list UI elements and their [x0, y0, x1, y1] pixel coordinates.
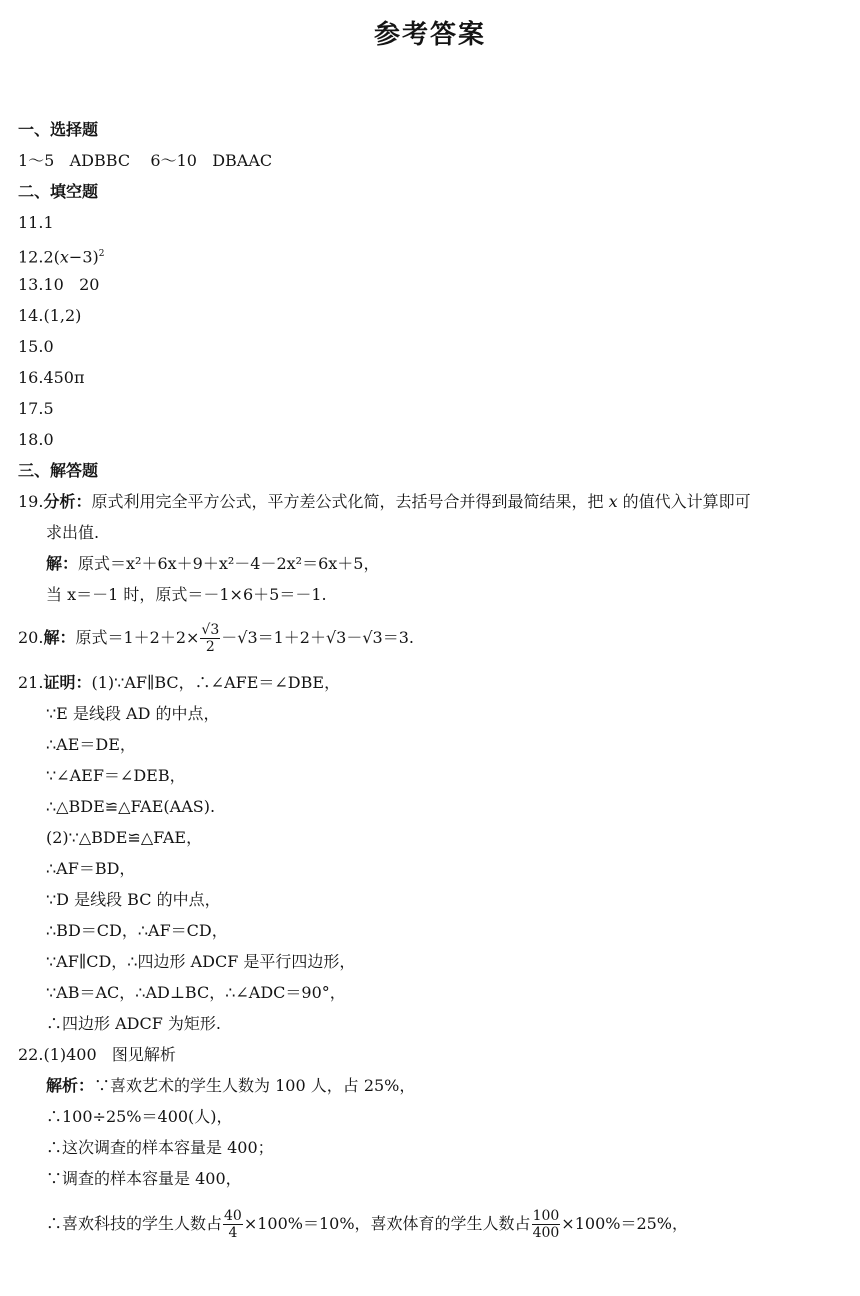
q22-line5-b: ×100%＝10%，喜欢体育的学生人数占 [243, 1214, 531, 1233]
q19-number: 19. [18, 492, 44, 511]
answer-15: 15.0 [18, 337, 54, 356]
answer-12-suffix: −3) [68, 247, 99, 267]
page-title: 参考答案 [373, 20, 486, 50]
section-heading-fill: 二、填空题 [18, 182, 99, 201]
q20-solution [18, 622, 414, 655]
section-heading-choice: 一、选择题 [18, 120, 99, 139]
q21-step-12: ∴四边形 ADCF 为矩形. [46, 1014, 221, 1033]
answer-12-prefix: 12.2( [18, 247, 60, 267]
answer-12 [18, 244, 104, 267]
answer-12-var: x [59, 247, 69, 267]
q21-step-11: ∵AB＝AC，∴AD⊥BC，∴∠ADC＝90°， [46, 983, 346, 1002]
q22-line-5 [46, 1208, 688, 1241]
q19-analysis-text-2: 的值代入计算即可 [617, 492, 751, 511]
q19-analysis-var: x [608, 492, 618, 511]
q21-step-7: ∴AF＝BD， [46, 859, 136, 878]
answer-18: 18.0 [18, 430, 54, 449]
q21-step-6: (2)∵△BDE≌△FAE， [46, 828, 203, 847]
q20-text-1: 原式＝1＋2＋2× [75, 628, 200, 647]
q20-fraction-denominator: 2 [205, 639, 215, 655]
q21-number: 21. [18, 673, 44, 692]
q22-fraction-2 [532, 1208, 561, 1241]
q20-fraction [200, 622, 220, 655]
q22-line-2: ∴100÷25%＝400(人)， [46, 1107, 233, 1126]
q22-line-4: ∵调查的样本容量是 400， [46, 1169, 242, 1188]
q21-step-2: ∵E 是线段 AD 的中点， [46, 704, 220, 723]
q21-step-9: ∴BD＝CD，∴AF＝CD， [46, 921, 228, 940]
q22-line5-a: ∴喜欢科技的学生人数占 [46, 1214, 223, 1233]
q22-fraction-1-denominator: 4 [228, 1225, 238, 1241]
q22-line5-c: ×100%＝25%， [561, 1214, 689, 1233]
q22-fraction-2-numerator: 100 [532, 1208, 560, 1224]
q21-step-4: ∵∠AEF＝∠DEB， [46, 766, 186, 785]
q19-solution [46, 554, 379, 574]
q19-analysis-label: 分析： [43, 492, 92, 511]
answer-13: 13.10 20 [18, 275, 100, 294]
section-heading-solve: 三、解答题 [18, 461, 99, 480]
q20-text-2: －√3＝1＋2＋√3－√3＝3. [221, 628, 415, 647]
q19-analysis-line2: 求出值. [46, 523, 100, 542]
q20-fraction-numerator: √3 [201, 622, 220, 638]
q22-label: 解析： [46, 1076, 95, 1095]
q19-solution-label: 解： [46, 554, 79, 573]
choice-answers: 1～5 ADBBC 6～10 DBAAC [18, 151, 273, 170]
q19-analysis [18, 492, 751, 512]
q21-label: 证明： [43, 673, 92, 692]
answer-14: 14.(1,2) [18, 306, 82, 325]
answer-17: 17.5 [18, 399, 54, 418]
q22-fraction-1 [223, 1208, 243, 1241]
q19-analysis-text-1: 原式利用完全平方公式，平方差公式化简，去括号合并得到最简结果，把 [91, 492, 609, 511]
q19-substitution: 当 x＝－1 时，原式＝－1×6＋5＝－1. [46, 585, 327, 604]
answer-16: 16.450π [18, 368, 85, 387]
q21-line-1 [18, 673, 340, 693]
q22-fraction-1-numerator: 40 [224, 1208, 242, 1224]
q21-step-3: ∴AE＝DE， [46, 735, 136, 754]
q21-step-5: ∴△BDE≌△FAE(AAS). [46, 797, 216, 816]
q22-fraction-2-denominator: 400 [532, 1225, 560, 1241]
q22-line-3: ∴这次调查的样本容量是 400； [46, 1138, 274, 1157]
q22-line1-text: ∵喜欢艺术的学生人数为 100 人，占 25%， [94, 1076, 416, 1095]
q20-number: 20. [18, 628, 44, 647]
q21-step-10: ∵AF∥CD，∴四边形 ADCF 是平行四边形， [46, 952, 356, 971]
answer-12-exponent: 2 [98, 249, 105, 259]
q20-label: 解： [43, 628, 76, 647]
q22-head: 22.(1)400 图见解析 [18, 1045, 176, 1064]
q21-step-1: (1)∵AF∥BC，∴∠AFE＝∠DBE， [91, 673, 341, 692]
q21-step-8: ∵D 是线段 BC 的中点， [46, 890, 221, 909]
q22-line-1 [46, 1076, 415, 1096]
q19-solution-text: 原式＝x²＋6x＋9＋x²－4－2x²＝6x＋5， [78, 554, 380, 573]
answer-11: 11.1 [18, 213, 54, 232]
